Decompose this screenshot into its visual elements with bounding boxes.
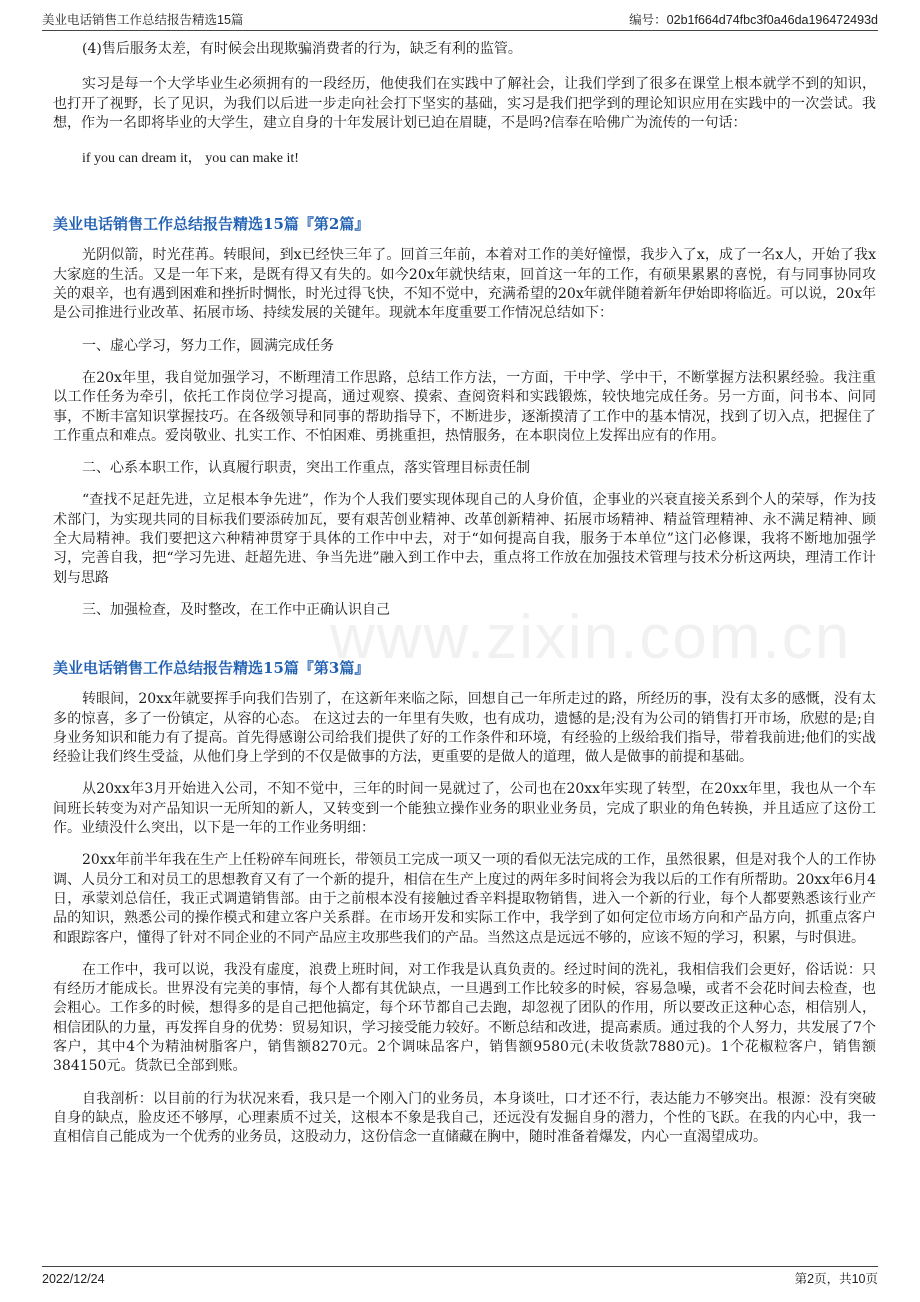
paragraph: 20xx年前半年我在生产上任粉碎车间班长，带领员工完成一项又一项的看似无法完成的工作，虽然很累，但是对我个人的工作协调、人员分工和对员工的思想教育又有了一个新的提升，相信在生产上度过的两年多时间将会为我以后的工作有所帮助。20xx年6月4日，承蒙刘总信任，我正式调遣销售部。由于之前根本没有接触过香辛料提取物销售，进入一个新的行业，每个人都要熟悉该行业产品的知识，熟悉公司的操作模式和建立客户关系群。在市场开发和实际工作中，我学到了如何定位市场方向和产品方向，抓重点客户和跟踪客户，懂得了针对不同企业的不同产品应主攻那些我们的产品。当然这点是远远不够的，应该不短的学习，积累，与时俱进。 xyxy=(53,852,876,946)
paragraph: 从20xx年3月开始进入公司，不知不觉中，三年的时间一晃就过了，公司也在20xx年实现了转型，在20xx年里，我也从一个车间班长转变为对产品知识一无所知的新人，又转变到一个能独立操作业务的职业业务员，完成了职业的角色转换，并且适应了这份工作。业绩没什么突出，以下是一年的工作业务明细： xyxy=(53,781,876,837)
page-footer xyxy=(42,1266,878,1289)
watermark: www.zixin.com.cn xyxy=(330,603,852,672)
paragraph: 三、加强检查，及时整改，在工作中正确认识自己 xyxy=(82,601,390,618)
footer-date: 2022/12/24 xyxy=(42,1272,105,1286)
document-body xyxy=(53,40,876,1147)
paragraph: 自我剖析：以目前的行为状况来看，我只是一个刚入门的业务员，本身谈吐，口才还不行，表达能力不够突出。根源：没有突破自身的缺点，脸皮还不够厚，心理素质不过关，这根本不象是我自己，还远没有发掘自身的潜力，个性的飞跃。在我的内心中，我一直相信自己能成为一个优秀的业务员，这股动力，这份信念一直储藏在胸中，随时准备着爆发，内心一直渴望成功。 xyxy=(53,1090,876,1146)
paragraph: 在工作中，我可以说，我没有虚度，浪费上班时间，对工作我是认真负责的。经过时间的洗礼，我相信我们会更好，俗话说：只有经历才能成长。世界没有完美的事情，每个人都有其优缺点，一旦遇到工作比较多的时候，容易急噪，或者不会花时间去检查，也会粗心。工作多的时候，想得多的是自己把他搞定，每个环节都自己去跑，却忽视了团队的作用，所以要改正这种心态，相信别人，相信团队的力量，再发挥自身的优势：贸易知识，学习接受能力较好。不断总结和改进，提高素质。通过我的个人努力，共发展了7个客户，其中4个为精油树脂客户，销售额8270元。2个调味品客户，销售额9580元(未收货款7880元)。1个花椒粒客户，销售额384150元。货款已全部到账。 xyxy=(53,961,876,1075)
section-title: 美业电话销售工作总结报告精选15篇『第2篇』 xyxy=(53,215,370,234)
document-number: 编号：02b1f664d74fbc3f0a46da196472493d xyxy=(629,13,878,27)
paragraph: 一、虚心学习，努力工作，圆满完成任务 xyxy=(82,337,334,354)
paragraph: 二、心系本职工作，认真履行职责，突出工作重点，落实管理目标责任制 xyxy=(82,460,530,477)
paragraph: 光阴似箭，时光荏苒。转眼间，到x已经快三年了。回首三年前，本着对工作的美好憧憬，我步入了x，成了一名x人，开始了我x大家庭的生活。又是一年下来，是既有得又有失的。如今20x年就快结束，回首这一年的工作，有硕果累累的喜悦，有与同事协同攻关的艰辛，也有遇到困难和挫折时惆怅，时光过得飞快，不知不觉中，充满希望的20x年就伴随着新年伊始即将临近。可以说，20x年是公司推进行业改革、拓展市场、持续发展的关键年。现就本年度重要工作情况总结如下： xyxy=(53,247,876,322)
paragraph: “查找不足赶先进，立足根本争先进”，作为个人我们要实现体现自己的人身价值，企事业的兴衰直接关系到个人的荣辱，作为技术部门，为实现共同的目标我们要添砖加瓦，要有艰苦创业精神、改革创新精神、拓展市场精神、精益管理精神、永不满足精神、顾全大局精神。我们要把这六种精神贯穿于具体的工作中中去，对于“如何提高自我，服务于本单位”这门必修课，我将不断地加强学习，完善自我，把“学习先进、赶超先进、争当先进”融入到工作中去，重点将工作放在加强技术管理与技术分析这两块，理清工作计划与思路 xyxy=(53,492,876,586)
document-title: 美业电话销售工作总结报告精选15篇 xyxy=(42,13,244,27)
paragraph: 转眼间，20xx年就要挥手向我们告别了，在这新年来临之际，回想自己一年所走过的路，所经历的事，没有太多的感慨，没有太多的惊喜，多了一份镇定，从容的心态。 在这过去的一年里有失败，也有成功，遗憾的是;没有为公司的销售打开市场，欣慰的是;自身业务知识和能力有了提高。首先得感谢公司给我们提供了好的工作条件和环境，有经验的上级给我们指导，带着我前进;他们的实战经验让我们终生受益，从他们身上学到的不仅是做事的方法，更重要的是做人的道理，做人是做事的前提和基础。 xyxy=(53,691,876,766)
paragraph: 在20x年里，我自觉加强学习，不断理清工作思路，总结工作方法，一方面，干中学、学中干，不断掌握方法积累经验。我注重以工作任务为牵引，依托工作岗位学习提高，通过观察、摸索、查阅资料和实践锻炼，较快地完成任务。另一方面，问书本、问同事，不断丰富知识掌握技巧。在各级领导和同事的帮助指导下，不断进步，逐渐摸清了工作中的基本情况，找到了切入点，把握住了工作重点和难点。爱岗敬业、扎实工作、不怕困难、勇挑重担，热情服务，在本职岗位上发挥出应有的作用。 xyxy=(53,369,876,444)
paragraph: 实习是每一个大学毕业生必须拥有的一段经历，他使我们在实践中了解社会，让我们学到了很多在课堂上根本就学不到的知识，也打开了视野，长了见识，为我们以后进一步走向社会打下坚实的基础，实习是我们把学到的理论知识应用在实践中的一次尝试。我想，作为一名即将毕业的大学生，建立自身的十年发展计划已迫在眉睫，不是吗?信奉在哈佛广为流传的一句话： xyxy=(53,76,876,131)
paragraph: (4)售后服务太差，有时候会出现欺骗消费者的行为，缺乏有利的监管。 xyxy=(82,41,522,57)
paragraph: if you can dream it， you can make it! xyxy=(82,151,299,167)
section-title: 美业电话销售工作总结报告精选15篇『第3篇』 xyxy=(53,659,370,678)
page-number: 第2页，共10页 xyxy=(794,1272,878,1286)
page-header xyxy=(42,12,878,31)
